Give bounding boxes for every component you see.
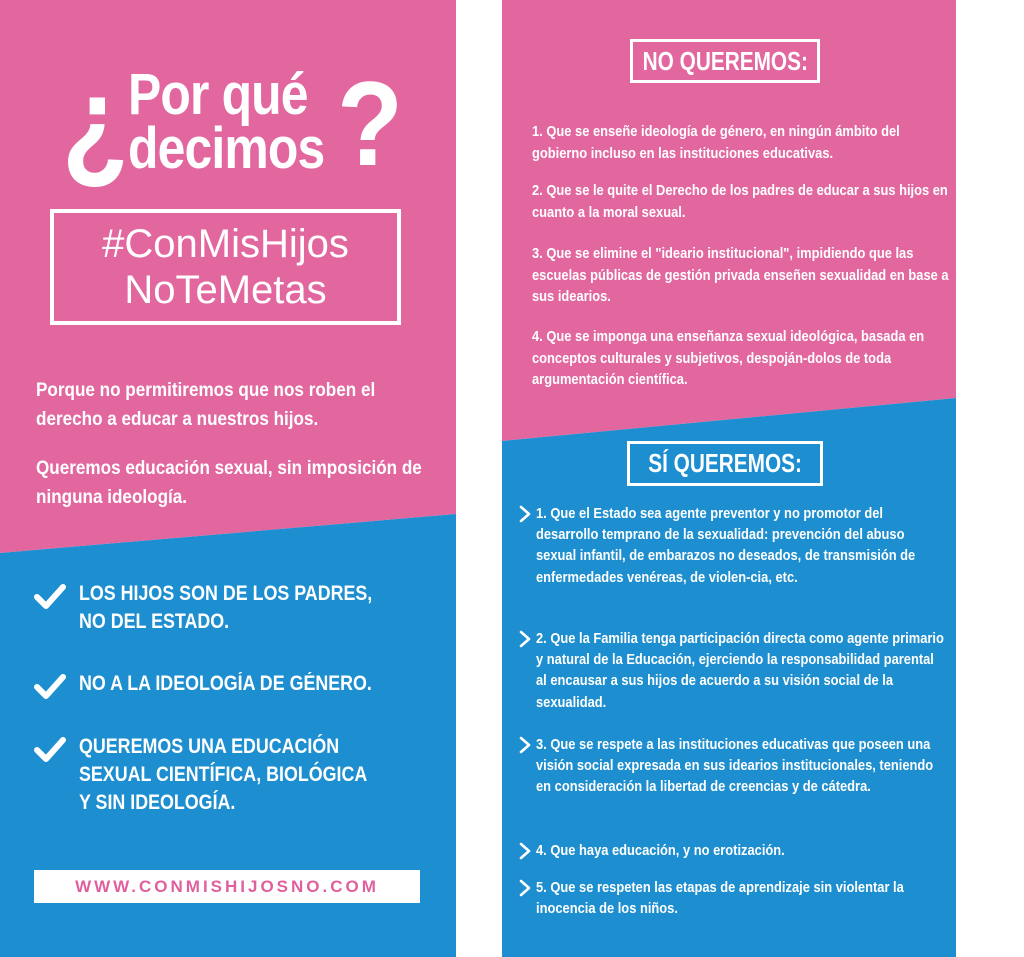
hashtag-box <box>50 209 401 325</box>
si-queremos-item <box>518 877 938 919</box>
title-line-2: decimos <box>128 116 325 181</box>
check-icon <box>34 583 66 609</box>
si-queremos-item <box>518 734 938 798</box>
si-queremos-item-text: 5. Que se respeten las etapas de aprendizaje sin violentar la inocencia de los niños. <box>536 879 904 918</box>
si-queremos-item-text: 2. Que la Familia tenga participación directa como agente primario y natural de la Educación, ejerciendo la responsabilidad parental al encausar a sus hijos de acuerdo a su visión social de la sexualidad. <box>536 630 944 711</box>
no-queremos-item: 2. Que se le quite el Derecho de los padres de educar a sus hijos en cuanto a la moral sexual. <box>532 182 948 221</box>
website-url-bar[interactable] <box>34 870 420 903</box>
left-panel <box>0 0 456 957</box>
check-icon <box>34 736 66 762</box>
check-item-text: QUEREMOS UNA EDUCACIÓN SEXUAL CIENTÍFICA, BIOLÓGICA Y SIN IDEOLOGÍA. <box>79 735 367 814</box>
hashtag-line-2: NoTeMetas <box>124 268 327 312</box>
chevron-right-icon <box>518 879 532 897</box>
right-panel <box>502 0 956 957</box>
check-item <box>34 580 434 636</box>
si-queremos-heading: SÍ QUEREMOS: <box>648 448 802 478</box>
si-queremos-item-text: 3. Que se respete a las instituciones educativas que poseen una visión social expresada en sus idearios institucionales, teniendo en consideración la libertad de creencias y de cátedra. <box>536 736 934 796</box>
check-item <box>34 733 434 817</box>
website-url[interactable]: WWW.CONMISHIJOSNO.COM <box>75 876 379 896</box>
chevron-right-icon <box>518 736 532 754</box>
si-queremos-heading-box <box>627 441 823 486</box>
no-queremos-heading: NO QUEREMOS: <box>642 45 808 76</box>
title-open-question-mark: ¿ <box>62 50 129 193</box>
intro-paragraph-1: Porque no permitiremos que nos roben el derecho a educar a nuestros hijos. <box>36 380 376 430</box>
check-item <box>34 670 434 699</box>
check-item-text: NO A LA IDEOLOGÍA DE GÉNERO. <box>79 672 372 695</box>
hashtag-line-1: #ConMisHijos <box>102 222 349 266</box>
check-icon <box>34 673 66 699</box>
chevron-right-icon <box>518 505 532 523</box>
si-queremos-item <box>518 840 938 861</box>
si-queremos-item-text: 4. Que haya educación, y no erotización. <box>536 842 785 859</box>
intro-paragraph-2: Queremos educación sexual, sin imposición de ninguna ideología. <box>36 458 422 508</box>
check-item-text: LOS HIJOS SON DE LOS PADRES, NO DEL ESTADO. <box>79 582 373 633</box>
no-queremos-heading-box <box>630 39 820 83</box>
title-close-question-mark: ? <box>337 57 403 191</box>
title-line-1: Por qué <box>128 62 308 127</box>
chevron-right-icon <box>518 630 532 648</box>
si-queremos-item <box>518 628 944 713</box>
si-queremos-item <box>518 503 938 588</box>
si-queremos-item-text: 1. Que el Estado sea agente preventor y no promotor del desarrollo temprano de la sexualidad: prevención del abuso sexual infantil, de embarazos no deseados, de transmisión de enfermedades venéreas, de violen-cia, etc. <box>536 505 916 586</box>
no-queremos-item: 3. Que se elimine el "ideario institucional", impidiendo que las escuelas públicas de gestión privada enseñen sexualidad en base a sus idearios. <box>532 245 949 305</box>
no-queremos-item: 4. Que se imponga una enseñanza sexual ideológica, basada en conceptos culturales y subjetivos, despoján-dolos de toda argumentación científica. <box>532 328 925 388</box>
chevron-right-icon <box>518 842 532 860</box>
no-queremos-item: 1. Que se enseñe ideología de género, en ningún ámbito del gobierno incluso en las instituciones educativas. <box>532 123 900 162</box>
